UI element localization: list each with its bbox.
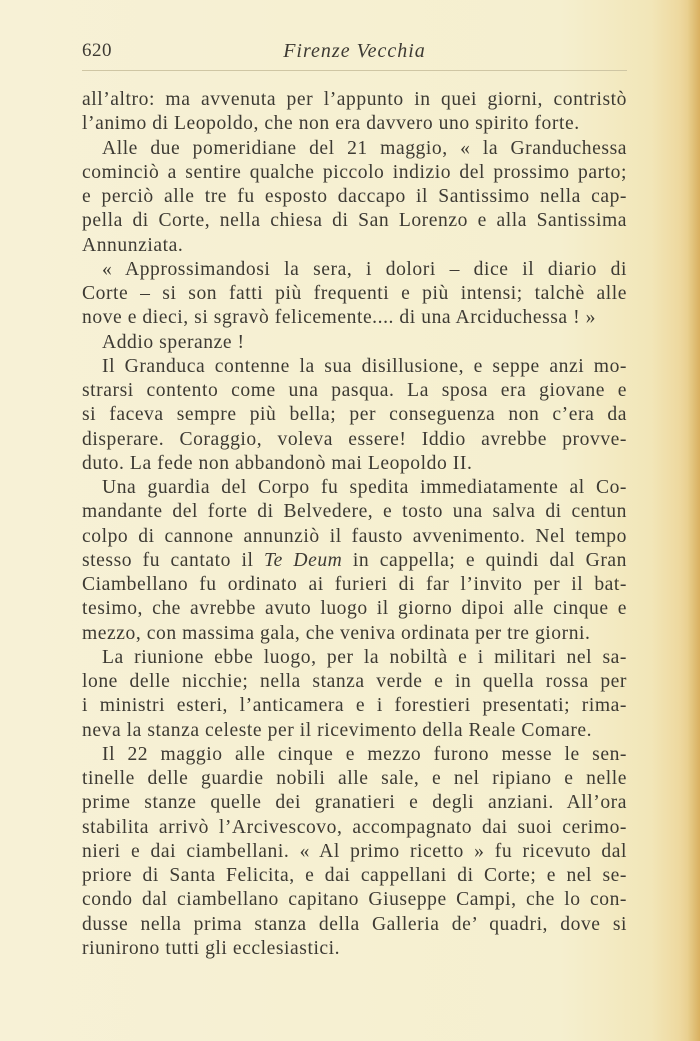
text-line: mandante del forte di Belvedere, e tosto una salva di centun [82, 501, 627, 523]
text-line: condo dal ciambellano capitano Giuseppe Campi, che lo con- [82, 889, 627, 911]
text-line: lone delle nicchie; nella stanza verde e in quella rossa per [82, 671, 627, 692]
text-line: nove e dieci, si sgravò felicemente.... di una Arciduchessa ! » [82, 307, 596, 329]
text-line: tesimo, che avrebbe avuto luogo il giorno dipoi alle cinque e [82, 598, 627, 620]
paragraph [82, 137, 627, 258]
text-line: tinelle delle guardie nobili alle sale, e nel ripiano e nelle [82, 768, 627, 789]
text-line: « Approssimandosi la sera, i dolori – dice il diario di [102, 258, 627, 280]
text-line: Il 22 maggio alle cinque e mezzo furono messe le sen- [102, 743, 627, 765]
text-line: nieri e dai ciambellani. « Al primo ricetto » fu ricevuto dal [82, 840, 627, 862]
running-title: Firenze Vecchia [283, 40, 426, 62]
italic-phrase: Te Deum [263, 549, 343, 571]
text-line: Corte – si son fatti più frequenti e più intensi; talchè alle [82, 283, 627, 304]
text-line: prime stanze quelle dei granatieri e degli anziani. All’ora [82, 792, 627, 814]
text-line: priore di Santa Felicita, e dai cappellani di Corte; e nel se- [82, 865, 627, 886]
text-line: e perciò alle tre fu esposto daccapo il Santissimo nella cap- [82, 186, 627, 207]
text-line: Alle due pomeridiane del 21 maggio, « la Granduchessa [102, 137, 627, 159]
text-line: pella di Corte, nella chiesa di San Lorenzo e alla Santissima [82, 210, 627, 232]
text-line: neva la stanza celeste per il ricevimento della Reale Comare. [82, 719, 593, 741]
text-line: stabilita arrivò l’Arcivescovo, accompagnato dai suoi cerimo- [82, 816, 627, 838]
text-line: Una guardia del Corpo fu spedita immediatamente al Co- [102, 477, 627, 498]
text-line: si faceva sempre più bella; per conseguenza non c’era da [82, 404, 627, 426]
text-line: strarsi contento come una pasqua. La sposa era giovane e [82, 380, 627, 401]
text-line: Il Granduca contenne la sua disillusione, e seppe anzi mo- [102, 355, 627, 377]
text-line: Ciambellano fu ordinato ai furieri di far l’invito per il bat- [82, 574, 627, 595]
text-line: dusse nella prima stanza della Galleria de’ quadri, dove si [82, 913, 627, 935]
paragraph [82, 743, 627, 961]
paragraph [82, 258, 627, 331]
paragraph [82, 355, 627, 476]
page-edge [688, 0, 700, 1041]
paragraph [82, 88, 627, 137]
text-line: cominciò a sentire qualche piccolo indizio del prossimo parto; [82, 161, 627, 183]
text-line: La riunione ebbe luogo, per la nobiltà e i militari nel sa- [102, 646, 627, 668]
paragraph [82, 646, 627, 743]
text-line: l’animo di Leopoldo, che non era davvero uno spirito forte. [82, 113, 580, 135]
text-line: colpo di cannone annunziò il fausto avvenimento. Nel tempo [82, 525, 627, 547]
text-line: Addio speranze ! [102, 331, 245, 353]
page-header [82, 36, 627, 66]
paragraph [82, 476, 627, 646]
text-line: stesso fu cantato il Te Deum in cappella; e quindi dal Gran [82, 549, 627, 571]
text-line: all’altro: ma avvenuta per l’appunto in quei giorni, contristò [82, 89, 627, 110]
page-number: 620 [82, 40, 112, 61]
text-line: riunirono tutti gli ecclesiastici. [82, 937, 341, 959]
body-text [82, 88, 627, 961]
header-rule [82, 70, 627, 71]
text-line: mezzo, con massima gala, che veniva ordinata per tre giorni. [82, 622, 591, 644]
text-line: duto. La fede non abbandonò mai Leopoldo II. [82, 452, 473, 474]
paragraph [82, 331, 627, 355]
text-line: i ministri esteri, l’anticamera e i forestieri presentati; rima- [82, 695, 627, 717]
text-line: Annunziata. [82, 234, 184, 256]
text-line: disperare. Coraggio, voleva essere! Iddio avrebbe provve- [82, 428, 627, 450]
